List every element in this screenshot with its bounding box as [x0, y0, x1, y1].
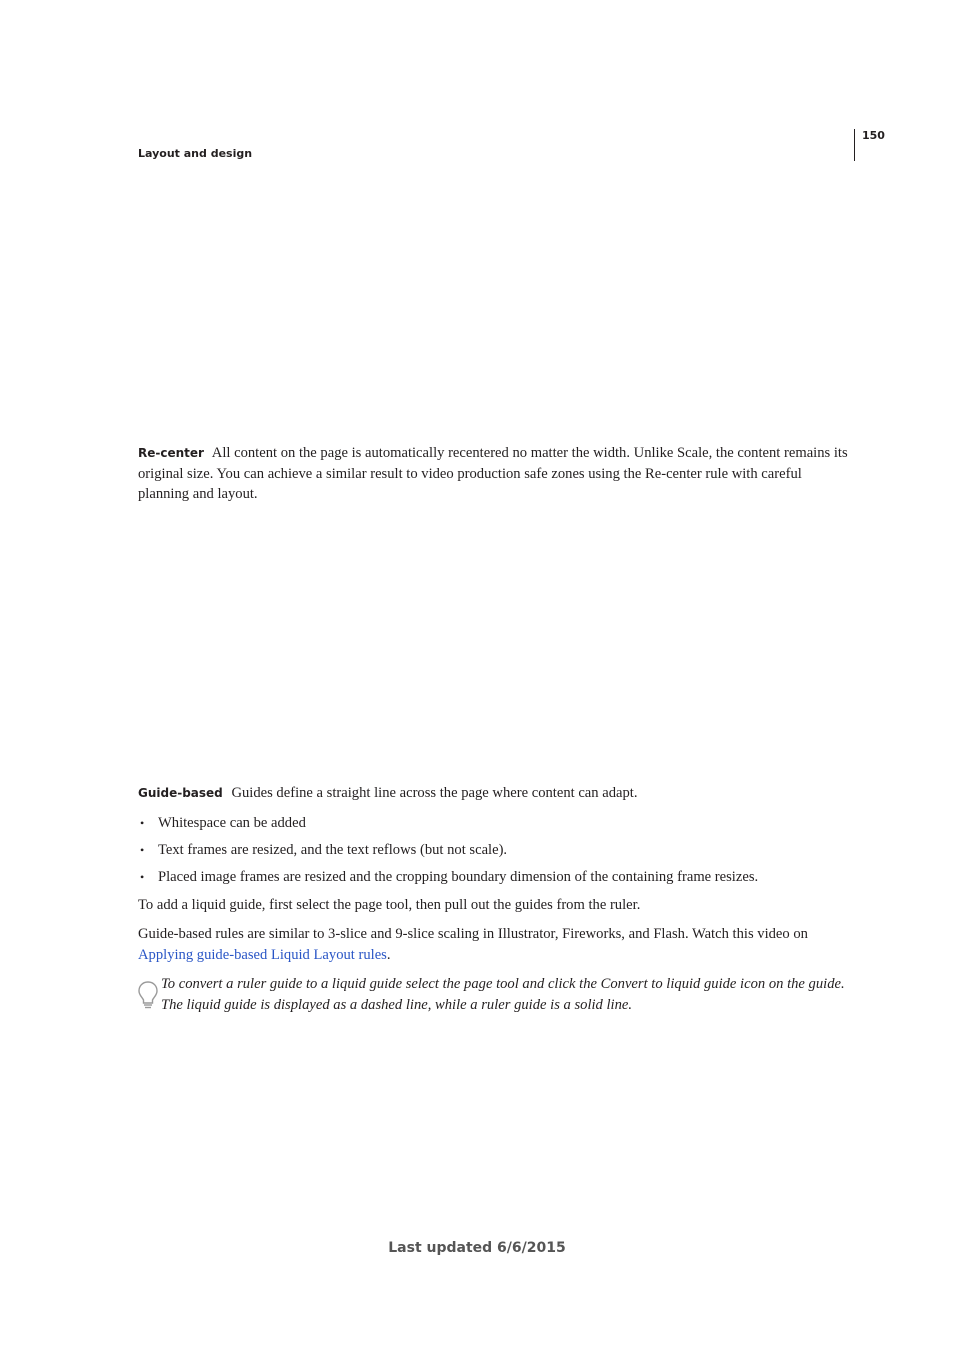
video-link[interactable]: Applying guide-based Liquid Layout rules: [138, 946, 387, 963]
guide-based-term: Guide-based: [138, 786, 223, 800]
guide-based-text: Guides define a straight line across the page where content can adapt.: [231, 785, 638, 801]
tip-text: To convert a ruler guide to a liquid guide select the page tool and click the Convert to liquid guide icon on the guide. The liquid guide is displayed as a dashed line, while a ruler guide is a solid line.: [161, 976, 845, 1013]
add-liquid-guide-paragraph: To add a liquid guide, first select the page tool, then pull out the guides from the ruler.: [138, 897, 641, 913]
layout-mockup-original-1: [146, 213, 283, 397]
recenter-text: All content on the page is automatically recentered no matter the width. Unlike Scale, the content remains its original size. You can achieve a similar result to video production safe zones using the Re-center rule with careful planning and layout.: [138, 445, 848, 502]
page-number: 150: [862, 129, 885, 142]
recenter-paragraph: [138, 443, 850, 505]
header-rule: [854, 129, 855, 161]
last-updated: Last updated 6/6/2015: [388, 1240, 566, 1256]
recenter-term: Re-center: [138, 446, 204, 460]
lightbulb-icon: [137, 980, 159, 1010]
similar-scaling-paragraph: Guide-based rules are similar to 3-slice and 9-slice scaling in Illustrator, Fireworks, and Flash. Watch this video on Applying guide-based Liquid Layout rules.: [138, 926, 808, 963]
guide-based-paragraph: [138, 783, 850, 804]
section-title: Layout and design: [138, 147, 253, 160]
